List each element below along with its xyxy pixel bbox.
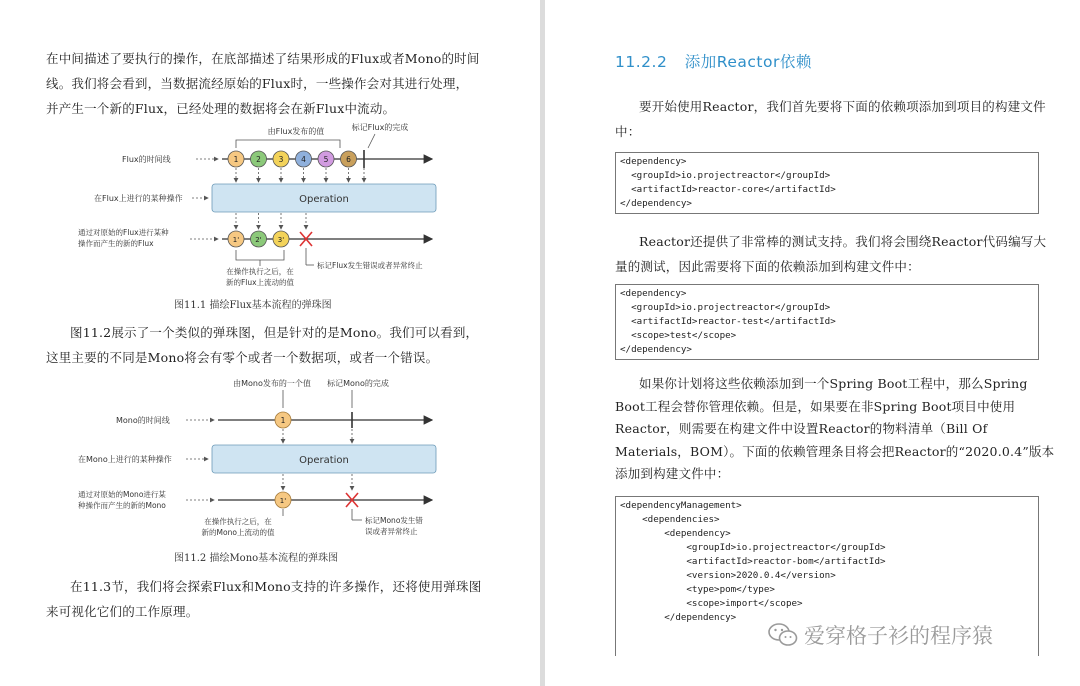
code-line: <version>2020.0.4</version> xyxy=(620,570,836,581)
paragraph-3 xyxy=(615,373,1054,486)
wechat-icon xyxy=(768,622,798,648)
new-flux-label: 操作而产生的新的Flux xyxy=(78,239,154,248)
code-line: <dependency> xyxy=(620,288,687,299)
code-line: <artifactId>reactor-core</artifactId> xyxy=(620,184,836,195)
flux-values-label: 由Flux发布的值 xyxy=(267,127,325,136)
after-op-label: 在操作执行之后，在 xyxy=(204,517,272,526)
operation-box-label: Operation xyxy=(299,194,349,205)
flux-marble-label: 5 xyxy=(323,155,329,164)
section-title: 添加Reactor依赖 xyxy=(684,53,812,71)
text-line: 来可视化它们的工作原理。 xyxy=(46,604,199,619)
code-block-reactor-test xyxy=(615,284,1039,360)
mono-marble-label: 1 xyxy=(280,416,286,425)
text-line: 量的测试，因此需要将下面的依赖添加到构建文件中： xyxy=(615,259,920,274)
text-line: Boot工程会替你管理依赖。但是，如果要在非Spring Boot项目中使用 xyxy=(615,398,1016,414)
after-op-label: 新的Mono上流动的值 xyxy=(201,528,275,537)
code-line: <scope>import</scope> xyxy=(620,598,803,609)
flux-marble-label: 2 xyxy=(256,155,261,164)
after-op-label: 新的Flux上流动的值 xyxy=(225,278,295,287)
mono-error-label: 误或者异常终止 xyxy=(365,527,418,536)
section-heading xyxy=(615,50,812,72)
section-number: 11.2.2 xyxy=(615,53,668,71)
new-mono-label: 通过对原始的Mono进行某 xyxy=(78,490,166,499)
figure-11-2-caption: 图11.2 描绘Mono基本流程的弹珠图 xyxy=(174,553,339,564)
mono-marble-diagram xyxy=(0,372,540,542)
text-line: 图11.2展示了一个类似的弹珠图，但是针对的是Mono。我们可以看到， xyxy=(70,325,479,340)
code-line: <artifactId>reactor-test</artifactId> xyxy=(620,316,836,327)
code-line: </dependency> xyxy=(620,344,692,355)
code-block-reactor-core xyxy=(615,152,1039,214)
code-line: </dependency> xyxy=(620,198,692,209)
flux-marble-label: 1 xyxy=(233,155,239,164)
code-line: <artifactId>reactor-bom</artifactId> xyxy=(620,556,886,567)
paragraph-2 xyxy=(615,229,1046,279)
code-line: <dependencies> xyxy=(620,514,720,525)
text-line: 中： xyxy=(615,124,641,139)
code-line: <dependency> xyxy=(620,528,731,539)
text-line: 添加到构建文件中： xyxy=(615,466,730,481)
text-line: Reactor，则需要在构建文件中设置Reactor的物料清单（Bill Of xyxy=(615,421,988,436)
text-line: 并产生一个新的Flux，已经处理的数据将会在新Flux中流动。 xyxy=(46,101,396,116)
code-line: </dependency> xyxy=(620,612,737,623)
code-line: <scope>test</scope> xyxy=(620,330,737,341)
intro-paragraph xyxy=(46,46,480,121)
new-mono-label: 种操作而产生的新的Mono xyxy=(78,501,166,510)
mono-error-label: 标记Mono发生错 xyxy=(365,516,423,525)
watermark xyxy=(768,620,993,650)
flux-timeline-label: Flux的时间线 xyxy=(122,155,171,164)
mono-complete-label: 标记Mono的完成 xyxy=(327,379,389,388)
text-line: 在中间描述了要执行的操作，在底部描述了结果形成的Flux或者Mono的时间 xyxy=(46,51,480,66)
code-line: <dependencyManagement> xyxy=(620,500,742,511)
result-marble-label: 2' xyxy=(255,236,262,244)
operation-box-label: Operation xyxy=(299,455,349,466)
code-line: <type>pom</type> xyxy=(620,584,775,595)
bracket xyxy=(236,250,284,260)
flux-marble-label: 4 xyxy=(301,155,306,164)
paragraph-1 xyxy=(615,94,1046,144)
text-line: 这里主要的不同是Mono将会有零个或者一个数据项，或者一个错误。 xyxy=(46,350,439,365)
code-line: <groupId>io.projectreactor</groupId> xyxy=(620,302,831,313)
flux-error-label: 标记Flux发生错误或者异常终止 xyxy=(317,261,423,270)
watermark-text: 爱穿格子衫的程序猿 xyxy=(804,624,993,648)
text-line: Materials，BOM）。下面的依赖管理条目将会把Reactor的“2020.0.4”版本 xyxy=(615,443,1055,459)
result-mono-marble-label: 1' xyxy=(279,497,287,505)
pointer-line xyxy=(368,134,375,148)
result-marbles xyxy=(228,231,289,247)
code-line: <dependency> xyxy=(620,156,687,167)
mono-timeline-label: Mono的时间线 xyxy=(116,416,170,425)
closing-paragraph xyxy=(46,574,481,624)
middle-paragraph xyxy=(46,320,478,370)
bracket xyxy=(236,140,340,148)
code-line: <groupId>io.projectreactor</groupId> xyxy=(620,542,886,553)
flux-operation-label: 在Flux上进行的某种操作 xyxy=(94,194,183,203)
figure-11-1-caption: 图11.1 描绘Flux基本流程的弹珠图 xyxy=(174,300,332,311)
text-line: 线。我们将会看到，当数据流经原始的Flux时，一些操作会对其进行处理， xyxy=(46,76,469,91)
text-line: 要开始使用Reactor，我们首先要将下面的依赖项添加到项目的构建文件 xyxy=(639,99,1046,114)
mono-value-label: 由Mono发布的一个值 xyxy=(233,379,311,388)
result-marble-label: 3' xyxy=(277,236,285,244)
code-line: <groupId>io.projectreactor</groupId> xyxy=(620,170,831,181)
result-marble-label: 1' xyxy=(232,236,240,244)
new-flux-label: 通过对原始的Flux进行某种 xyxy=(78,228,169,237)
right-page xyxy=(545,0,1080,686)
text-line: 如果你计划将这些依赖添加到一个Spring Boot工程中，那么Spring xyxy=(639,376,1028,391)
flux-marble-label: 3 xyxy=(278,155,284,164)
mono-operation-label: 在Mono上进行的某种操作 xyxy=(78,455,172,464)
text-line: 在11.3节，我们将会探索Flux和Mono支持的许多操作，还将使用弹珠图 xyxy=(70,579,482,594)
flux-marble-label: 6 xyxy=(346,155,351,164)
flux-complete-label: 标记Flux的完成 xyxy=(351,123,409,132)
text-line: Reactor还提供了非常棒的测试支持。我们将会围绕Reactor代码编写大 xyxy=(639,234,1047,249)
after-op-label: 在操作执行之后，在 xyxy=(226,267,294,276)
